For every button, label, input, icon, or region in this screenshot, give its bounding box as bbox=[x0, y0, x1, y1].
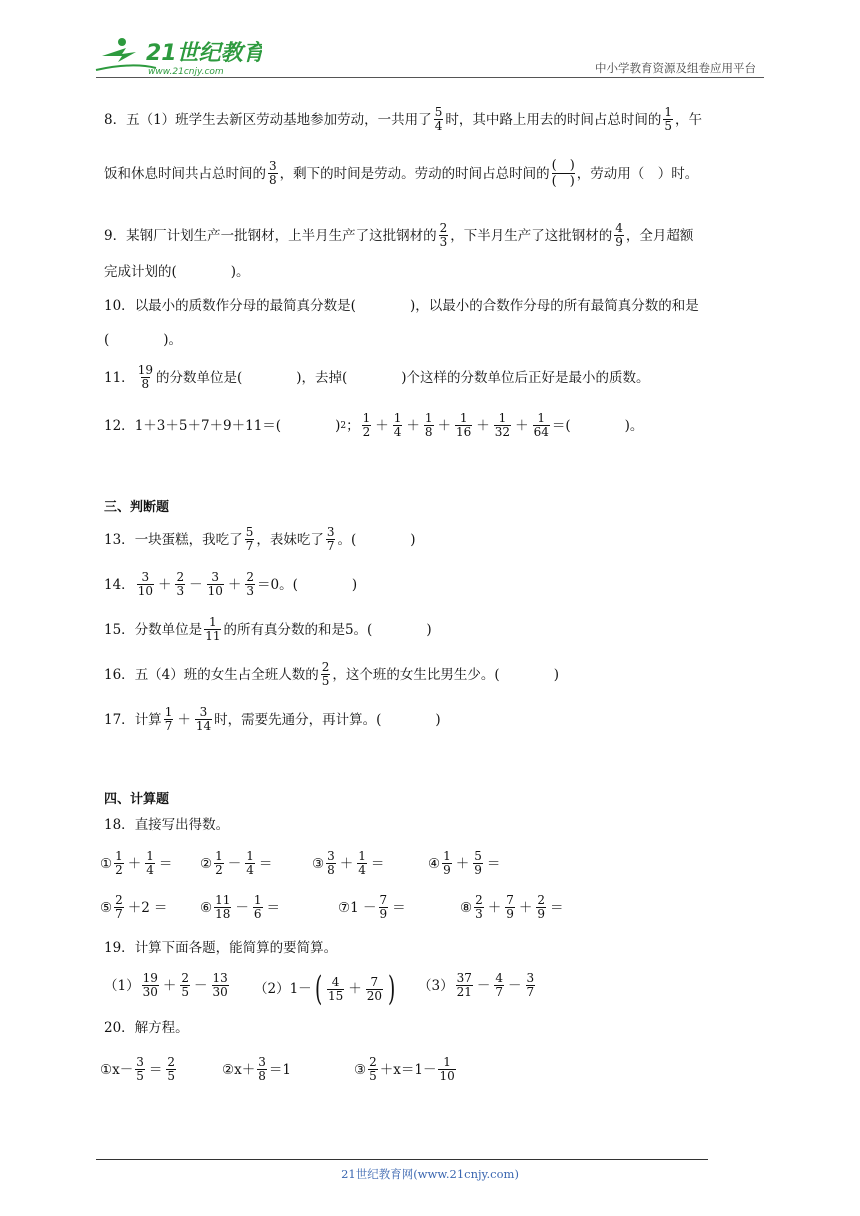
q17-frac2: 3 14 bbox=[195, 705, 212, 733]
question-10-line2 bbox=[104, 330, 182, 350]
q8-frac3: 3 8 bbox=[269, 159, 277, 187]
q14-op: ＋ bbox=[227, 576, 242, 593]
q15-text2: 的所有真分数的和是5。( ) bbox=[223, 621, 432, 638]
q9-text1: 某钢厂计划生产一批钢材，上半月生产了这批钢材的 bbox=[126, 227, 437, 244]
footer-divider bbox=[96, 1159, 708, 1160]
question-19-title bbox=[104, 938, 337, 958]
q8-num: 8． bbox=[104, 111, 127, 128]
q15-num: 15． bbox=[104, 621, 135, 638]
q20-equation-3: ③ 2 5 ＋x＝1－ 1 10 bbox=[354, 1055, 455, 1083]
q8-text2: 时，其中路上用去的时间占总时间的 bbox=[445, 111, 662, 128]
q8-text1: 五（1）班学生去新区劳动基地参加劳动，一共用了 bbox=[126, 111, 432, 128]
q16-text2: ，这个班的女生比男生少。( ) bbox=[332, 666, 559, 683]
q19-problem-2: （2） 1－ ( 4 15 ＋ 7 20 ) bbox=[254, 969, 396, 1009]
q17-num: 17． bbox=[104, 711, 135, 728]
q12-text1: 1＋3＋5＋7＋9＋11＝( ) bbox=[134, 417, 341, 434]
question-18-title bbox=[104, 815, 229, 835]
q17-op: ＋ bbox=[177, 711, 191, 728]
footer-link[interactable]: 21世纪教育网(www.21cnjy.com) bbox=[341, 1167, 519, 1181]
q19-num: 19． bbox=[104, 940, 135, 956]
q17-frac1: 1 7 bbox=[164, 705, 173, 733]
section-calculation-title: 四、计算题 bbox=[104, 792, 170, 807]
question-10-line1 bbox=[104, 296, 699, 316]
question-14 bbox=[104, 571, 357, 598]
q9-frac2: 4 9 bbox=[615, 221, 623, 249]
q14-frac: 3 10 bbox=[207, 570, 223, 598]
question-9-line1 bbox=[104, 222, 693, 249]
q18-title: 直接写出得数。 bbox=[134, 817, 230, 833]
q11-num: 11． bbox=[104, 369, 135, 386]
q8-text4: 饭和休息时间共占总时间的 bbox=[104, 165, 266, 182]
q13-frac1: 5 7 bbox=[245, 525, 254, 553]
q16-frac1: 2 5 bbox=[321, 660, 330, 688]
q8-text5: ，剩下的时间是劳动。劳动的时间占总时间的 bbox=[279, 165, 550, 182]
q11-frac1: 19 8 bbox=[137, 363, 153, 391]
q18-item-1: ① 1 2 ＋ 1 4 ＝ bbox=[100, 849, 173, 877]
q19-problem-1: （1） 19 30 ＋ 2 5 － 13 30 bbox=[104, 971, 228, 999]
q13-num: 13． bbox=[104, 531, 135, 548]
q16-num: 16． bbox=[104, 666, 135, 683]
q18-item-6: ⑥ 11 18 － 1 6 ＝ bbox=[200, 893, 281, 921]
q9-frac1: 2 3 bbox=[439, 221, 448, 249]
q13-text2: ，表妹吃了 bbox=[256, 531, 324, 548]
q13-text1: 一块蛋糕，我吃了 bbox=[134, 531, 243, 548]
question-8-line2 bbox=[104, 158, 698, 189]
q10-num: 10． bbox=[104, 298, 135, 314]
question-8-line1 bbox=[104, 106, 702, 133]
logo-sub: www.21cnjy.com bbox=[148, 67, 224, 77]
q10-text2: ( )。 bbox=[104, 332, 183, 348]
q12-sup: 2 bbox=[340, 420, 347, 431]
question-11 bbox=[104, 364, 650, 391]
q8-frac1: 5 4 bbox=[434, 105, 443, 133]
q18-num: 18． bbox=[104, 817, 135, 833]
q8-text3: ，午 bbox=[674, 111, 702, 128]
q14-frac: 3 10 bbox=[137, 570, 153, 598]
q8-answer-fraction[interactable]: $\frac{( )}{( )}$ bbox=[551, 158, 575, 189]
q12-frac: 1 64 bbox=[533, 411, 549, 439]
q12-num: 12． bbox=[104, 417, 135, 434]
q15-frac1: 1 11 bbox=[205, 615, 221, 643]
q18-item-7: ⑦ 1 － 7 9 ＝ bbox=[338, 893, 406, 921]
q14-op: － bbox=[189, 576, 203, 593]
q13-frac2: 3 7 bbox=[326, 525, 335, 553]
question-13 bbox=[104, 526, 416, 553]
q14-frac: 2 3 bbox=[176, 570, 185, 598]
q14-frac: 2 3 bbox=[246, 570, 255, 598]
q20-title: 解方程。 bbox=[134, 1020, 189, 1036]
question-12: 12． 1＋3＋5＋7＋9＋11＝( ) 2 ； 1 2 ＋ 1 4 ＋ 1 8 ＋ 1 16 ＋ 1 32 ＋ 1 64 ＝( )。 bbox=[104, 411, 644, 439]
q17-text2: 时，需要先通分，再计算。( ) bbox=[214, 711, 441, 728]
q12-text3: ＝( )。 bbox=[551, 417, 644, 434]
question-20-title bbox=[104, 1018, 189, 1038]
q13-text3: 。( ) bbox=[337, 531, 416, 548]
q15-text1: 分数单位是 bbox=[134, 621, 203, 638]
q18-item-8: ⑧ 2 3 ＋ 7 9 ＋ 2 9 ＝ bbox=[460, 893, 564, 921]
q8-frac2: 1 5 bbox=[664, 105, 672, 133]
q12-frac: 1 32 bbox=[494, 411, 511, 439]
q14-num: 14． bbox=[104, 576, 135, 593]
q20-equation-1: ① x－ 3 5 ＝ 2 5 bbox=[100, 1055, 176, 1083]
q9-text3: ，全月超额 bbox=[625, 227, 694, 244]
q10-text1: 以最小的质数作分母的最简真分数是( )，以最小的合数作分母的所有最简真分数的和是 bbox=[134, 298, 699, 314]
question-17 bbox=[104, 706, 441, 733]
q12-frac: 1 4 bbox=[393, 411, 402, 439]
header-divider bbox=[96, 77, 764, 78]
q11-text1: 的分数单位是( )，去掉( )个这样的分数单位后正好是最小的质数。 bbox=[155, 369, 650, 386]
question-9-line2 bbox=[104, 262, 250, 282]
q19-title: 计算下面各题，能简算的要简算。 bbox=[134, 940, 338, 956]
q18-item-3: ③ 3 8 ＋ 1 4 ＝ bbox=[312, 849, 385, 877]
q20-equation-2: ② x＋ 3 8 ＝1 bbox=[222, 1055, 291, 1083]
q12-text2: ； bbox=[346, 417, 360, 434]
q12-frac: 1 8 bbox=[424, 411, 433, 439]
q9-text4: 完成计划的( )。 bbox=[104, 264, 250, 280]
q18-item-2: ② 1 2 － 1 4 ＝ bbox=[200, 849, 273, 877]
q12-frac: 1 16 bbox=[456, 411, 472, 439]
q20-num: 20． bbox=[104, 1020, 135, 1036]
site-logo bbox=[92, 32, 262, 80]
question-16 bbox=[104, 661, 559, 688]
q9-num: 9． bbox=[104, 227, 127, 244]
platform-name: 中小学教育资源及组卷应用平台 bbox=[595, 61, 756, 75]
q16-text1: 五（4）班的女生占全班人数的 bbox=[134, 666, 319, 683]
q14-text1: ＝0。( ) bbox=[257, 576, 358, 593]
q9-text2: ，下半月生产了这批钢材的 bbox=[450, 227, 613, 244]
question-15 bbox=[104, 616, 432, 643]
q17-text1: 计算 bbox=[134, 711, 162, 728]
section-judgement-title: 三、判断题 bbox=[104, 500, 170, 515]
logo-text: 21世纪教育 bbox=[146, 41, 262, 66]
q18-item-5: ⑤ 2 7 ＋2 ＝ bbox=[100, 893, 168, 921]
q8-text6: ，劳动用（ ）时。 bbox=[576, 165, 699, 182]
q19-problem-3: （3） 37 21 － 4 7 － 3 7 bbox=[418, 971, 535, 999]
q12-frac: 1 2 bbox=[362, 411, 371, 439]
q14-op: ＋ bbox=[157, 576, 172, 593]
q18-item-4: ④ 1 9 ＋ 5 9 ＝ bbox=[428, 849, 501, 877]
